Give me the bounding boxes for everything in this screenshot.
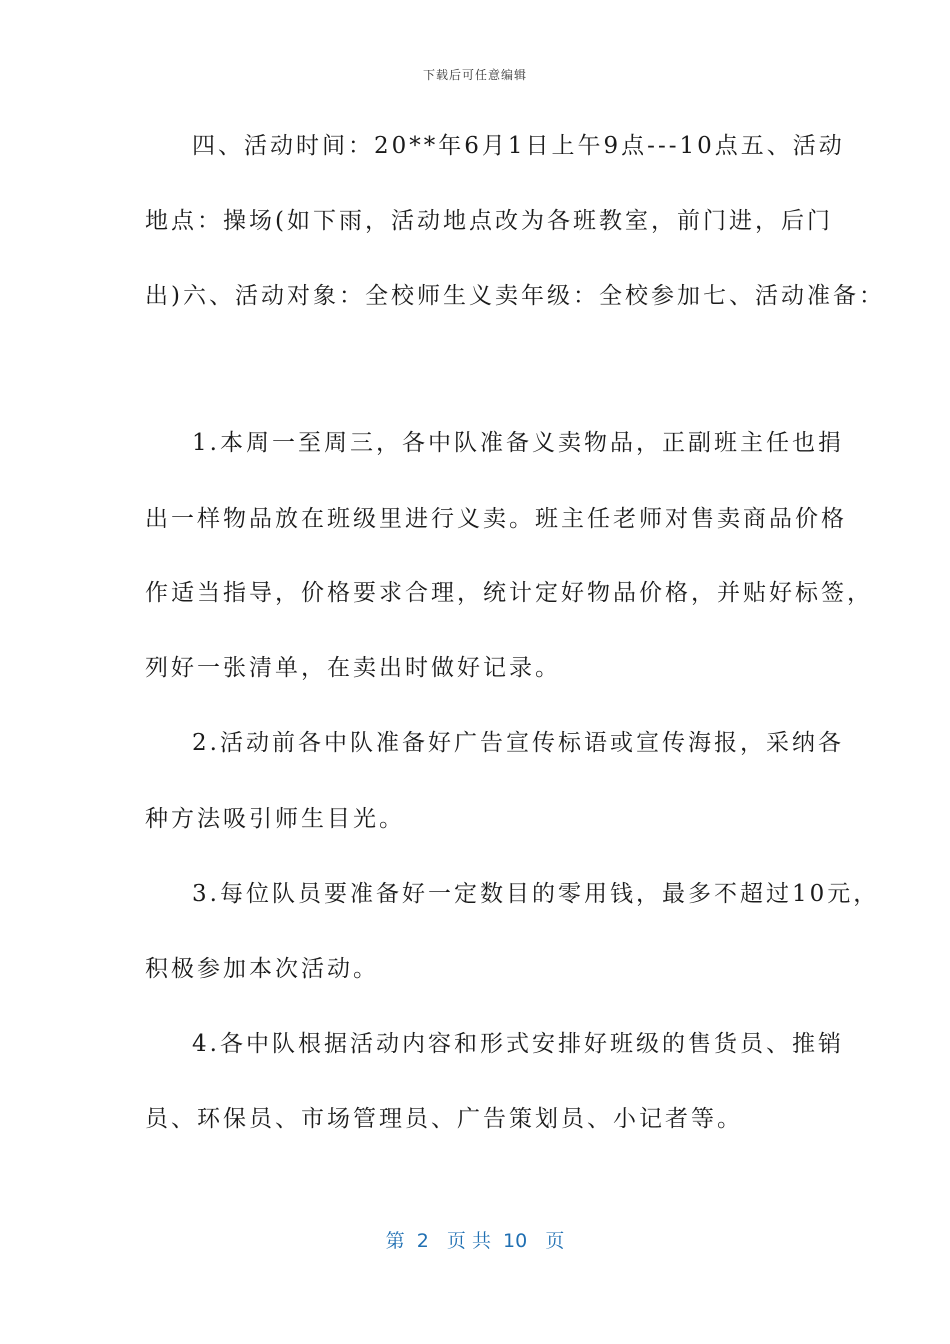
text-line: 4.各中队根据活动内容和形式安排好班级的售货员、推销 [192,1031,844,1057]
text-line: 地点：操场(如下雨，活动地点改为各班教室，前门进，后门 [145,208,833,234]
text-line: 种方法吸引师生目光。 [145,806,405,832]
text-line: 3.每位队员要准备好一定数目的零用钱，最多不超过10元， [192,881,880,907]
text-line: 员、环保员、市场管理员、广告策划员、小记者等。 [145,1106,743,1132]
text-line: 2.活动前各中队准备好广告宣传标语或宣传海报，采纳各 [192,730,844,756]
text-line: 列好一张清单，在卖出时做好记录。 [145,655,561,681]
text-line: 积极参加本次活动。 [145,956,379,982]
page-number-footer: 第 2 页 共 10 页 [385,1230,565,1252]
download-note: 下载后可任意编辑 [422,68,527,82]
text-line: 作适当指导，价格要求合理，统计定好物品价格，并贴好标签， [145,580,873,606]
text-line: 四、活动时间：20**年6月1日上午9点---10点五、活动 [192,133,845,159]
text-line: 1.本周一至周三，各中队准备义卖物品，正副班主任也捐 [192,430,844,456]
text-line: 出)六、活动对象：全校师生义卖年级：全校参加七、活动准备： [145,283,885,309]
text-line: 出一样物品放在班级里进行义卖。班主任老师对售卖商品价格 [145,506,847,532]
